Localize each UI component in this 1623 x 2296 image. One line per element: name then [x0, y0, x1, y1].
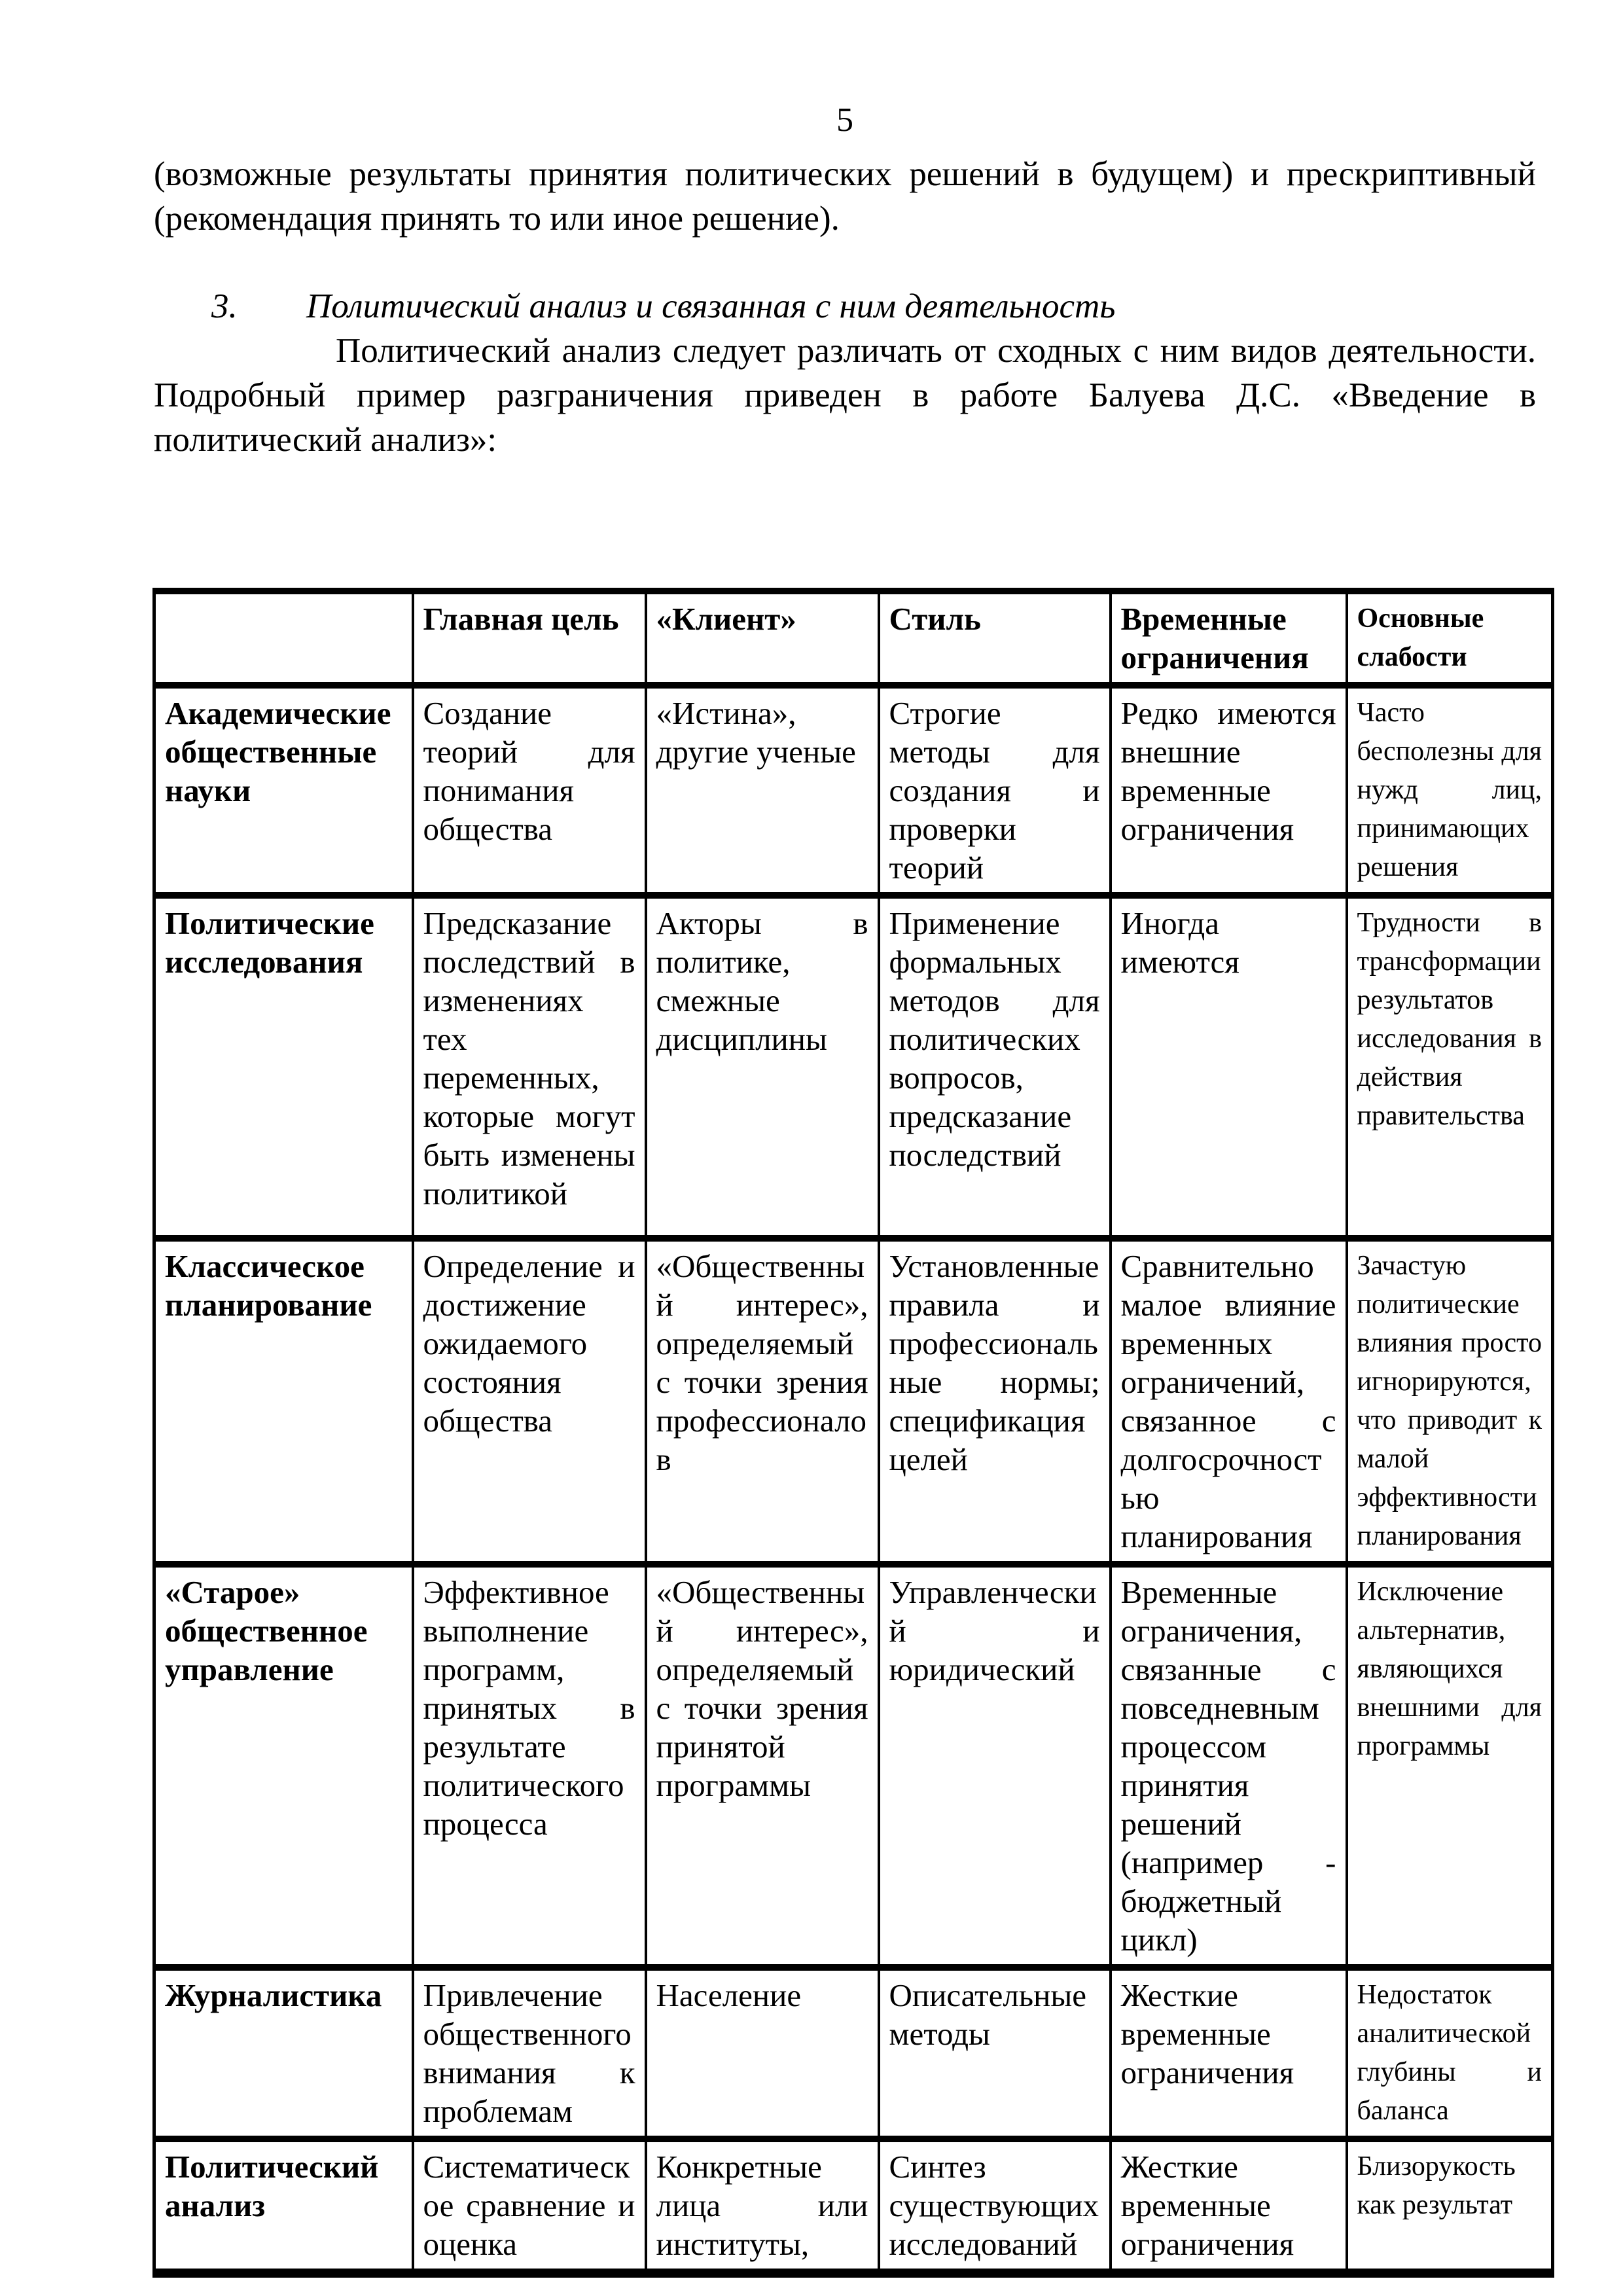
table-cell: Жесткие временные ограничения	[1111, 1967, 1347, 2139]
table-cell: Население	[646, 1967, 879, 2139]
table-cell: «Общественный интерес», определяемый с точки зрения принятой программы	[646, 1564, 879, 1967]
table-cell: Конкретные лица или институты,	[646, 2139, 879, 2273]
page-number: 5	[836, 101, 853, 139]
row-label: Политический анализ	[154, 2139, 413, 2273]
table-cell: Близорукость как результат	[1347, 2139, 1553, 2273]
table-cell: Часто бесполезны для нужд лиц, принимающих решения	[1347, 685, 1553, 895]
page-content	[154, 98, 1542, 2278]
table-cell: Акторы в политике, смежные дисциплины	[646, 895, 879, 1238]
table-row-policy-analysis	[154, 2139, 1553, 2273]
table-cell: «Истина», другие ученые	[646, 685, 879, 895]
row-label: Журналистика	[154, 1967, 413, 2139]
row-label: «Старое» общественное управление	[154, 1564, 413, 1967]
column-header-weakness: Основные слабости	[1347, 591, 1553, 685]
table-cell: Синтез существующих исследований	[879, 2139, 1111, 2273]
table-row-political-research	[154, 895, 1553, 1238]
table-cell: Установленные правила и профессиональные нормы; спецификация целей	[879, 1238, 1111, 1564]
row-label: Политические исследования	[154, 895, 413, 1238]
table-cell: Строгие методы для создания и проверки теорий	[879, 685, 1111, 895]
corner-cell	[154, 591, 413, 685]
paragraph-intro: Политический анализ следует различать от сходных с ним видов деятельности. Подробный пример разграничения приведен в работе Балуева Д.С. «Введение в политический анализ»:	[154, 332, 1536, 459]
table-cell: Зачастую политические влияния просто игнорируются, что приводит к малой эффективности планирования	[1347, 1238, 1553, 1564]
column-header-style: Стиль	[879, 591, 1111, 685]
table-cell: «Общественный интерес», определяемый с точки зрения профессионалов	[646, 1238, 879, 1564]
section-number: 3.	[211, 287, 238, 325]
table-cell: Исключение альтернатив, являющихся внешними для программы	[1347, 1564, 1553, 1967]
table-row-academic	[154, 685, 1553, 895]
table-cell: Эффективное выполнение программ, принятых в результате политического процесса	[413, 1564, 646, 1967]
row-label: Академические общественные науки	[154, 685, 413, 895]
column-header-client: «Клиент»	[646, 591, 879, 685]
table-cell: Определение и достижение ожидаемого состояния общества	[413, 1238, 646, 1564]
table-header	[154, 591, 1553, 685]
section-title: Политический анализ и связанная с ним деятельность	[306, 287, 1116, 325]
table-row-classic-planning	[154, 1238, 1553, 1564]
section-heading	[154, 284, 1536, 329]
table-cell: Управленческий и юридический	[879, 1564, 1111, 1967]
row-label: Классическое планирование	[154, 1238, 413, 1564]
table-cell: Описательные методы	[879, 1967, 1111, 2139]
table-row-old-public-admin	[154, 1564, 1553, 1967]
column-header-time: Временные ограничения	[1111, 591, 1347, 685]
table-cell: Жесткие временные ограничения	[1111, 2139, 1347, 2273]
table-cell: Редко имеются внешние временные ограничения	[1111, 685, 1347, 895]
comparison-table	[152, 588, 1554, 2278]
table-cell: Временные ограничения, связанные с повседневным процессом принятия решений (например - бюджетный цикл)	[1111, 1564, 1347, 1967]
table-cell: Создание теорий для понимания общества	[413, 685, 646, 895]
table-cell: Предсказание последствий в изменениях тех переменных, которые могут быть изменены политикой	[413, 895, 646, 1238]
table-cell: Систематическое сравнение и оценка	[413, 2139, 646, 2273]
table-cell: Сравнительно малое влияние временных ограничений, связанное с долгосрочностью планирования	[1111, 1238, 1347, 1564]
paragraph-top: (возможные результаты принятия политических решений в будущем) и прескриптивный (рекомендация принять то или иное решение).	[154, 155, 1536, 238]
header-row	[154, 591, 1553, 685]
table-row-journalism	[154, 1967, 1553, 2139]
table-cell: Иногда имеются	[1111, 895, 1347, 1238]
table-cell: Привлечение общественного внимания к проблемам	[413, 1967, 646, 2139]
table-cell: Недостаток аналитической глубины и баланса	[1347, 1967, 1553, 2139]
table-cell: Применение формальных методов для политических вопросов, предсказание последствий	[879, 895, 1111, 1238]
table-cell: Трудности в трансформации результатов исследования в действия правительства	[1347, 895, 1553, 1238]
column-header-goal: Главная цель	[413, 591, 646, 685]
